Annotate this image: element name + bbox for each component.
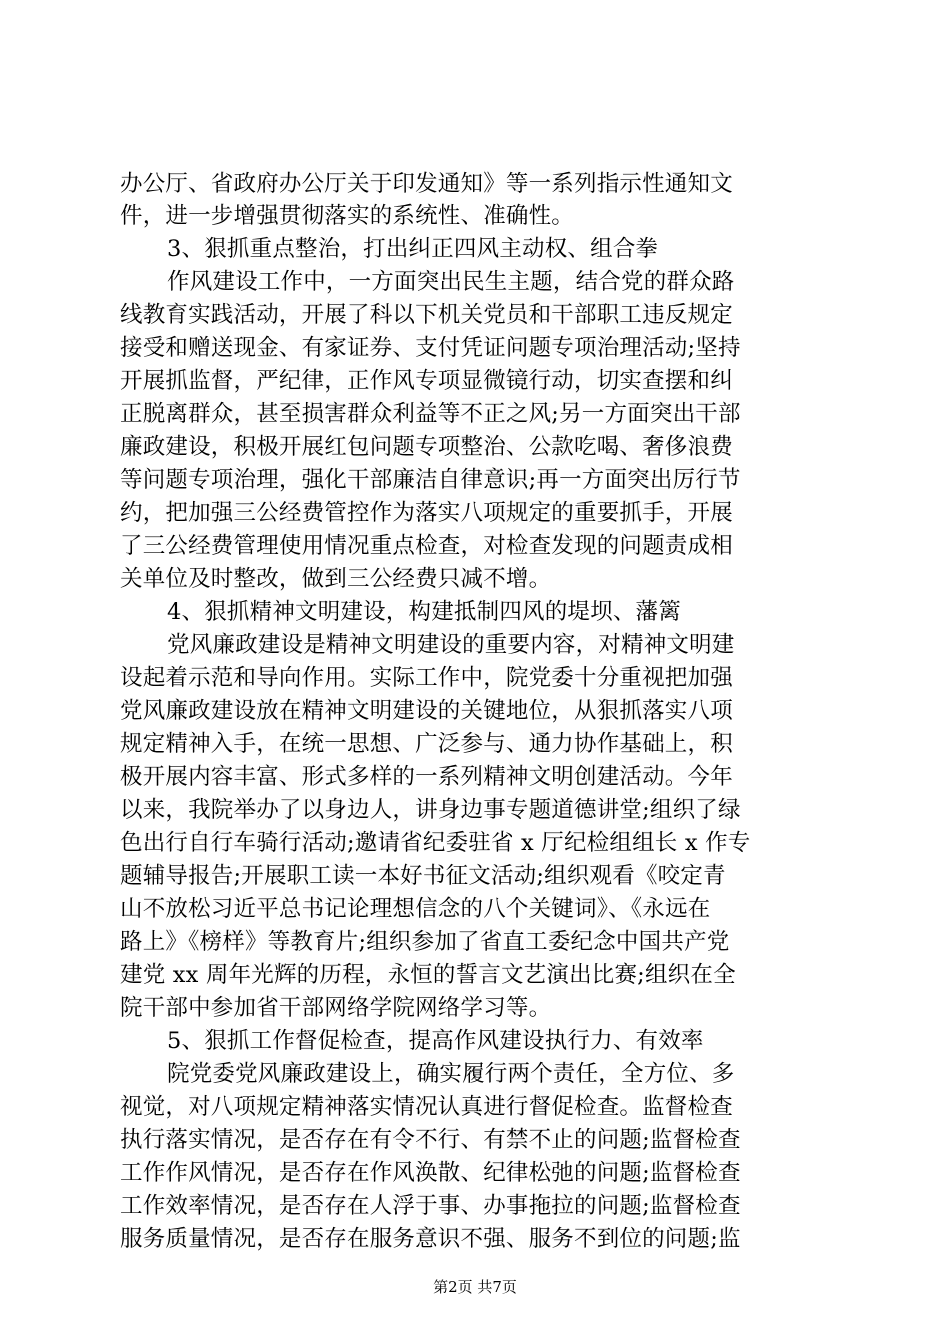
paragraph-line: 约，把加强三公经费管控作为落实八项规定的重要抓手，开展 xyxy=(120,500,733,526)
paragraph-line: 党风廉政建设放在精神文明建设的关键地位，从狠抓落实八项 xyxy=(120,698,733,724)
paragraph-line: 视觉，对八项规定精神落实情况认真进行督促检查。监督检查 xyxy=(120,1094,733,1120)
paragraph-line: 服务质量情况，是否存在服务意识不强、服务不到位的问题;监 xyxy=(120,1226,741,1252)
paragraph-line: 等问题专项治理，强化干部廉洁自律意识;再一方面突出厉行节 xyxy=(120,467,741,493)
paragraph-line: 建党 xx 周年光辉的历程，永恒的誓言文艺演出比赛;组织在全 xyxy=(120,962,736,988)
paragraph-line: 接受和赠送现金、有家证券、支付凭证问题专项治理活动;坚持 xyxy=(120,335,741,361)
paragraph-line: 执行落实情况，是否存在有令不行、有禁不止的问题;监督检查 xyxy=(120,1127,741,1153)
paragraph-line: 设起着示范和导向作用。实际工作中，院党委十分重视把加强 xyxy=(120,665,733,691)
paragraph-line: 工作作风情况，是否存在作风涣散、纪律松弛的问题;监督检查 xyxy=(120,1160,741,1186)
paragraph-line: 线教育实践活动，开展了科以下机关党员和干部职工违反规定 xyxy=(120,302,733,328)
paragraph-line: 办公厅、省政府办公厅关于印发通知》等一系列指示性通知文 xyxy=(120,171,733,197)
paragraph-line: 党风廉政建设是精神文明建设的重要内容，对精神文明建 xyxy=(167,632,735,658)
paragraph-line: 正脱离群众，甚至损害群众利益等不正之风;另一方面突出干部 xyxy=(120,401,741,427)
paragraph-line: 以来，我院举办了以身边人，讲身边事专题道德讲堂;组织了绿 xyxy=(120,797,741,823)
paragraph-line: 院党委党风廉政建设上，确实履行两个责任，全方位、多 xyxy=(167,1061,735,1087)
paragraph-line: 了三公经费管理使用情况重点检查，对检查发现的问题责成相 xyxy=(120,533,733,559)
paragraph-line: 作风建设工作中，一方面突出民生主题，结合党的群众路 xyxy=(167,269,735,295)
section-heading-3: 3、狠抓重点整治，打出纠正四风主动权、组合拳 xyxy=(167,236,659,262)
paragraph-line: 路上》《榜样》等教育片;组织参加了省直工委纪念中国共产党 xyxy=(120,929,730,955)
paragraph-line: 极开展内容丰富、形式多样的一系列精神文明创建活动。今年 xyxy=(120,764,733,790)
section-heading-5: 5、狠抓工作督促检查，提高作风建设执行力、有效率 xyxy=(167,1028,704,1054)
paragraph-line: 工作效率情况，是否存在人浮于事、办事拖拉的问题;监督检查 xyxy=(120,1193,741,1219)
paragraph-line: 开展抓监督，严纪律，正作风专项显微镜行动，切实查摆和纠 xyxy=(120,368,733,394)
paragraph-line: 色出行自行车骑行活动;邀请省纪委驻省 x 厅纪检组组长 x 作专 xyxy=(120,830,751,856)
paragraph-line: 山不放松习近平总书记论理想信念的八个关键词》、《永远在 xyxy=(120,896,711,922)
paragraph-line: 院干部中参加省干部网络学院网络学习等。 xyxy=(120,995,552,1021)
paragraph-line: 题辅导报告;开展职工读一本好书征文活动;组织观看《咬定青 xyxy=(120,863,726,889)
section-heading-4: 4、狠抓精神文明建设，构建抵制四风的堤坝、藩篱 xyxy=(167,599,681,625)
page-number: 第2页 共7页 xyxy=(433,1278,517,1296)
paragraph-line: 件，进一步增强贯彻落实的系统性、准确性。 xyxy=(120,203,575,229)
paragraph-line: 规定精神入手，在统一思想、广泛参与、通力协作基础上，积 xyxy=(120,731,733,757)
paragraph-line: 关单位及时整改，做到三公经费只减不增。 xyxy=(120,566,552,592)
paragraph-line: 廉政建设，积极开展红包问题专项整治、公款吃喝、奢侈浪费 xyxy=(120,434,733,460)
